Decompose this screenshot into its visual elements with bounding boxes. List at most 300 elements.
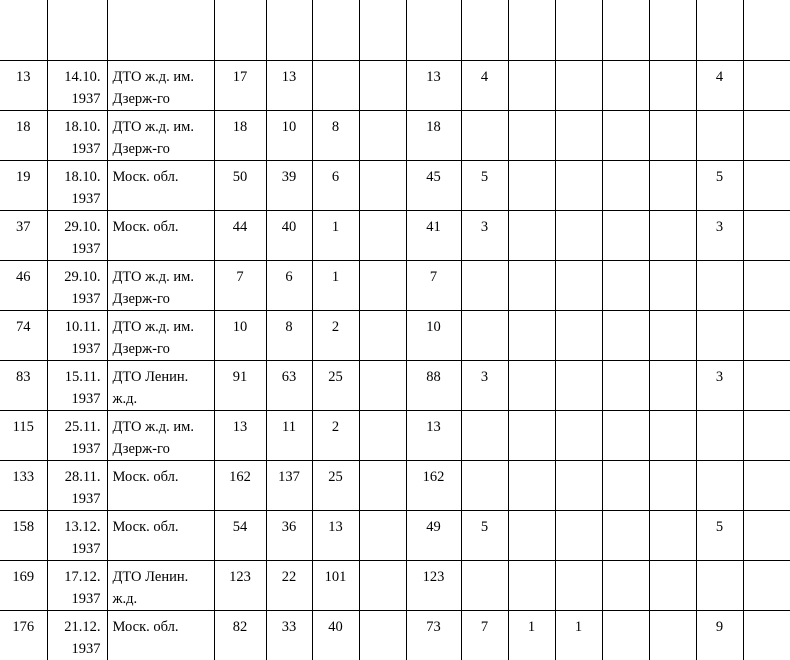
cell-date-line: 10.11. — [48, 316, 101, 338]
cell-col8 — [406, 161, 461, 211]
cell-col5 — [266, 511, 312, 561]
cell-col6-value: 6 — [332, 169, 339, 185]
cell-col6 — [312, 511, 359, 561]
cell-col7 — [359, 111, 406, 161]
cell-col13 — [649, 161, 696, 211]
cell-number — [0, 211, 47, 261]
cell-col14-value: 5 — [716, 169, 723, 185]
cell-number-value: 13 — [16, 69, 31, 85]
cell-col5-value: 36 — [282, 519, 297, 535]
cell-number-value: 115 — [13, 419, 34, 435]
cell-col14 — [696, 311, 743, 361]
cell-col10 — [508, 261, 555, 311]
cell-col6 — [312, 161, 359, 211]
cell-date — [47, 261, 107, 311]
cell-col5-value: 8 — [285, 319, 292, 335]
cell-col4 — [214, 311, 266, 361]
cell-col9-value: 3 — [481, 369, 488, 385]
cell-organization — [107, 261, 214, 311]
cell-number-value: 74 — [16, 319, 31, 335]
table-row — [0, 411, 790, 461]
cell-number — [0, 611, 47, 660]
cell-col15 — [743, 411, 790, 461]
cell-col5 — [266, 211, 312, 261]
cell-col14 — [696, 161, 743, 211]
cell-col4 — [214, 111, 266, 161]
cell-organization-line: Моск. обл. — [113, 516, 214, 538]
cell-col5 — [266, 361, 312, 411]
cell-organization — [107, 111, 214, 161]
cell-col6 — [312, 61, 359, 111]
cell-organization-line: ж.д. — [113, 388, 214, 410]
header-cell — [508, 0, 555, 61]
header-cell — [214, 0, 266, 61]
table-row — [0, 261, 790, 311]
cell-col9 — [461, 61, 508, 111]
cell-col15 — [743, 511, 790, 561]
cell-col8-value: 41 — [426, 219, 441, 235]
cell-organization — [107, 161, 214, 211]
cell-col14 — [696, 61, 743, 111]
cell-col14 — [696, 511, 743, 561]
cell-date-line: 1937 — [48, 288, 101, 310]
cell-organization — [107, 211, 214, 261]
cell-col14 — [696, 461, 743, 511]
cell-col14 — [696, 611, 743, 660]
cell-col9 — [461, 511, 508, 561]
cell-date-line: 1937 — [48, 588, 101, 610]
cell-col13 — [649, 261, 696, 311]
cell-col4 — [214, 461, 266, 511]
cell-organization-line: Дзерж-го — [113, 338, 214, 360]
cell-col14 — [696, 411, 743, 461]
cell-col8 — [406, 311, 461, 361]
cell-date — [47, 411, 107, 461]
cell-col11 — [555, 161, 602, 211]
cell-organization-line: ДТО Ленин. — [113, 566, 214, 588]
cell-organization-line: Моск. обл. — [113, 216, 214, 238]
cell-col10 — [508, 461, 555, 511]
cell-number-value: 18 — [16, 119, 31, 135]
cell-col15 — [743, 461, 790, 511]
cell-col5 — [266, 461, 312, 511]
cell-number-value: 37 — [16, 219, 31, 235]
cell-col7 — [359, 361, 406, 411]
cell-col6 — [312, 561, 359, 611]
cell-col12 — [602, 211, 649, 261]
cell-col10-value: 1 — [528, 619, 535, 635]
table-header-row — [0, 0, 790, 61]
cell-date-line: 21.12. — [48, 616, 101, 638]
cell-col10 — [508, 211, 555, 261]
cell-col6 — [312, 361, 359, 411]
cell-col14-value: 5 — [716, 519, 723, 535]
cell-col11 — [555, 611, 602, 660]
cell-col9 — [461, 411, 508, 461]
cell-col10 — [508, 161, 555, 211]
cell-organization-line: Дзерж-го — [113, 88, 214, 110]
cell-col5 — [266, 311, 312, 361]
cell-col6-value: 2 — [332, 419, 339, 435]
cell-organization-line: Дзерж-го — [113, 288, 214, 310]
cell-col8-value: 162 — [423, 469, 445, 485]
cell-date-line: 29.10. — [48, 216, 101, 238]
cell-col4 — [214, 161, 266, 211]
cell-col6-value: 101 — [325, 569, 347, 585]
cell-organization — [107, 61, 214, 111]
cell-col6-value: 1 — [332, 269, 339, 285]
table-row — [0, 211, 790, 261]
cell-col8-value: 123 — [423, 569, 445, 585]
cell-date — [47, 461, 107, 511]
cell-col15 — [743, 311, 790, 361]
cell-col8-value: 73 — [426, 619, 441, 635]
cell-organization-line: ДТО Ленин. — [113, 366, 214, 388]
table-row — [0, 511, 790, 561]
cell-col6-value: 40 — [328, 619, 343, 635]
cell-col5 — [266, 411, 312, 461]
cell-col4-value: 10 — [233, 319, 248, 335]
cell-col7 — [359, 61, 406, 111]
cell-col8 — [406, 461, 461, 511]
cell-col4 — [214, 361, 266, 411]
cell-col13 — [649, 461, 696, 511]
cell-col13 — [649, 61, 696, 111]
cell-date-line: 14.10. — [48, 66, 101, 88]
cell-date-line: 1937 — [48, 338, 101, 360]
header-cell — [359, 0, 406, 61]
cell-col11 — [555, 261, 602, 311]
cell-organization-line: ДТО ж.д. им. — [113, 116, 214, 138]
cell-col13 — [649, 211, 696, 261]
cell-col5 — [266, 161, 312, 211]
cell-col4-value: 7 — [236, 269, 243, 285]
cell-col4-value: 18 — [233, 119, 248, 135]
cell-col6-value: 13 — [328, 519, 343, 535]
cell-date-line: 1937 — [48, 238, 101, 260]
header-cell — [649, 0, 696, 61]
cell-col12 — [602, 361, 649, 411]
cell-date-line: 18.10. — [48, 116, 101, 138]
cell-date-line: 1937 — [48, 638, 101, 660]
cell-col14-value: 3 — [716, 219, 723, 235]
cell-date-line: 13.12. — [48, 516, 101, 538]
cell-date-line: 1937 — [48, 188, 101, 210]
table-row — [0, 111, 790, 161]
cell-col15 — [743, 261, 790, 311]
cell-col11 — [555, 211, 602, 261]
cell-col9-value: 4 — [481, 69, 488, 85]
cell-col11 — [555, 461, 602, 511]
header-cell — [312, 0, 359, 61]
cell-col10 — [508, 611, 555, 660]
cell-number — [0, 361, 47, 411]
cell-col6 — [312, 111, 359, 161]
header-cell — [406, 0, 461, 61]
cell-date-line: 1937 — [48, 438, 101, 460]
cell-date — [47, 361, 107, 411]
cell-date-line: 18.10. — [48, 166, 101, 188]
cell-col6 — [312, 461, 359, 511]
cell-col15 — [743, 611, 790, 660]
cell-col9 — [461, 561, 508, 611]
cell-col8 — [406, 211, 461, 261]
cell-organization — [107, 461, 214, 511]
header-cell — [602, 0, 649, 61]
cell-col5-value: 63 — [282, 369, 297, 385]
cell-col15 — [743, 561, 790, 611]
cell-organization-line: ДТО ж.д. им. — [113, 416, 214, 438]
cell-date-line: 15.11. — [48, 366, 101, 388]
cell-col8 — [406, 61, 461, 111]
cell-col6-value: 1 — [332, 219, 339, 235]
cell-col9-value: 3 — [481, 219, 488, 235]
cell-number — [0, 61, 47, 111]
header-cell — [696, 0, 743, 61]
cell-col9 — [461, 261, 508, 311]
cell-col5-value: 137 — [278, 469, 300, 485]
cell-col5-value: 40 — [282, 219, 297, 235]
cell-col8-value: 13 — [426, 419, 441, 435]
header-cell — [266, 0, 312, 61]
cell-col11 — [555, 111, 602, 161]
cell-col11 — [555, 311, 602, 361]
cell-number-value: 176 — [12, 619, 34, 635]
cell-col9-value: 5 — [481, 519, 488, 535]
cell-col4-value: 91 — [233, 369, 248, 385]
cell-organization-line: ж.д. — [113, 588, 214, 610]
cell-col6-value: 25 — [328, 369, 343, 385]
cell-number-value: 169 — [12, 569, 34, 585]
cell-col10 — [508, 511, 555, 561]
table-row — [0, 311, 790, 361]
header-cell — [107, 0, 214, 61]
cell-col15 — [743, 361, 790, 411]
cell-col5-value: 6 — [285, 269, 292, 285]
cell-col7 — [359, 611, 406, 660]
cell-col8 — [406, 111, 461, 161]
cell-col10 — [508, 561, 555, 611]
cell-col11 — [555, 361, 602, 411]
cell-col14 — [696, 261, 743, 311]
cell-col6-value: 8 — [332, 119, 339, 135]
cell-col6 — [312, 261, 359, 311]
cell-col8-value: 49 — [426, 519, 441, 535]
cell-col6 — [312, 211, 359, 261]
cell-col4 — [214, 511, 266, 561]
cell-date — [47, 611, 107, 660]
cell-col5-value: 11 — [282, 419, 296, 435]
header-cell — [555, 0, 602, 61]
cell-col8-value: 18 — [426, 119, 441, 135]
cell-col14-value: 9 — [716, 619, 723, 635]
cell-col5-value: 22 — [282, 569, 297, 585]
cell-col14 — [696, 561, 743, 611]
cell-col4-value: 82 — [233, 619, 248, 635]
cell-col14 — [696, 361, 743, 411]
cell-col8 — [406, 361, 461, 411]
cell-col9 — [461, 211, 508, 261]
cell-col9-value: 7 — [481, 619, 488, 635]
cell-col12 — [602, 311, 649, 361]
cell-number-value: 19 — [16, 169, 31, 185]
cell-col6 — [312, 411, 359, 461]
cell-organization — [107, 611, 214, 660]
cell-number — [0, 311, 47, 361]
cell-col14-value: 3 — [716, 369, 723, 385]
cell-col12 — [602, 261, 649, 311]
cell-number — [0, 111, 47, 161]
cell-date — [47, 511, 107, 561]
cell-date-line: 17.12. — [48, 566, 101, 588]
cell-col4-value: 162 — [229, 469, 251, 485]
cell-col12 — [602, 61, 649, 111]
cell-date-line: 1937 — [48, 138, 101, 160]
cell-col7 — [359, 211, 406, 261]
cell-date-line: 1937 — [48, 388, 101, 410]
cell-col4-value: 44 — [233, 219, 248, 235]
cell-date-line: 1937 — [48, 488, 101, 510]
cell-col8-value: 7 — [430, 269, 437, 285]
cell-col11 — [555, 561, 602, 611]
cell-organization — [107, 311, 214, 361]
cell-col9 — [461, 461, 508, 511]
cell-date — [47, 211, 107, 261]
cell-col7 — [359, 261, 406, 311]
cell-col12 — [602, 611, 649, 660]
cell-col13 — [649, 311, 696, 361]
cell-col8 — [406, 561, 461, 611]
cell-col8-value: 88 — [426, 369, 441, 385]
header-cell — [743, 0, 790, 61]
cell-organization-line: ДТО ж.д. им. — [113, 266, 214, 288]
cell-col9 — [461, 311, 508, 361]
header-cell — [461, 0, 508, 61]
table-row — [0, 561, 790, 611]
cell-col10 — [508, 311, 555, 361]
header-cell — [0, 0, 47, 61]
cell-col15 — [743, 211, 790, 261]
cell-col8-value: 10 — [426, 319, 441, 335]
cell-col9 — [461, 111, 508, 161]
cell-number — [0, 511, 47, 561]
cell-col10 — [508, 411, 555, 461]
cell-col8 — [406, 411, 461, 461]
cell-col4 — [214, 211, 266, 261]
cell-organization-line: Моск. обл. — [113, 166, 214, 188]
cell-date — [47, 311, 107, 361]
cell-date — [47, 561, 107, 611]
cell-col10 — [508, 361, 555, 411]
cell-col4-value: 13 — [233, 419, 248, 435]
table-row — [0, 611, 790, 660]
cell-col5 — [266, 111, 312, 161]
cell-col8 — [406, 611, 461, 660]
cell-col9 — [461, 361, 508, 411]
cell-col7 — [359, 411, 406, 461]
cell-col5-value: 10 — [282, 119, 297, 135]
table-row — [0, 161, 790, 211]
cell-number — [0, 561, 47, 611]
cell-col12 — [602, 461, 649, 511]
cell-col4 — [214, 561, 266, 611]
cell-number — [0, 411, 47, 461]
cell-col11-value: 1 — [575, 619, 582, 635]
cell-col13 — [649, 411, 696, 461]
cell-col11 — [555, 511, 602, 561]
cell-number — [0, 461, 47, 511]
cell-organization-line: ДТО ж.д. им. — [113, 66, 214, 88]
cell-number-value: 158 — [12, 519, 34, 535]
cell-date-line: 1937 — [48, 538, 101, 560]
cell-number-value: 83 — [16, 369, 31, 385]
cell-date-line: 28.11. — [48, 466, 101, 488]
cell-organization-line: Дзерж-го — [113, 138, 214, 160]
cell-col14 — [696, 111, 743, 161]
cell-date — [47, 161, 107, 211]
table-row — [0, 61, 790, 111]
cell-col7 — [359, 461, 406, 511]
cell-col7 — [359, 561, 406, 611]
table-row — [0, 461, 790, 511]
cell-col15 — [743, 111, 790, 161]
cell-col9 — [461, 611, 508, 660]
cell-col6 — [312, 311, 359, 361]
cell-organization-line: Дзерж-го — [113, 438, 214, 460]
header-cell — [47, 0, 107, 61]
cell-col8 — [406, 261, 461, 311]
cell-col15 — [743, 61, 790, 111]
cell-col14 — [696, 211, 743, 261]
cell-col8-value: 45 — [426, 169, 441, 185]
cell-col10 — [508, 111, 555, 161]
cell-col5-value: 33 — [282, 619, 297, 635]
cell-col4 — [214, 411, 266, 461]
cell-number-value: 133 — [12, 469, 34, 485]
cell-col15 — [743, 161, 790, 211]
cell-col6-value: 25 — [328, 469, 343, 485]
cell-col13 — [649, 611, 696, 660]
cell-col8 — [406, 511, 461, 561]
cell-col4 — [214, 611, 266, 660]
cell-col11 — [555, 411, 602, 461]
cell-col13 — [649, 511, 696, 561]
cell-col5 — [266, 261, 312, 311]
cell-date-line: 29.10. — [48, 266, 101, 288]
cell-col12 — [602, 561, 649, 611]
cell-date-line: 1937 — [48, 88, 101, 110]
cell-date-line: 25.11. — [48, 416, 101, 438]
cell-organization — [107, 561, 214, 611]
cell-col7 — [359, 311, 406, 361]
cell-col6 — [312, 611, 359, 660]
cell-col5 — [266, 611, 312, 660]
cell-date — [47, 61, 107, 111]
cell-col12 — [602, 111, 649, 161]
cell-organization — [107, 361, 214, 411]
cell-col12 — [602, 161, 649, 211]
table-row — [0, 361, 790, 411]
cell-col14-value: 4 — [716, 69, 723, 85]
cell-number — [0, 261, 47, 311]
cell-date — [47, 111, 107, 161]
cell-col12 — [602, 511, 649, 561]
cell-col11 — [555, 61, 602, 111]
cell-col6-value: 2 — [332, 319, 339, 335]
cell-col13 — [649, 111, 696, 161]
cell-col4-value: 50 — [233, 169, 248, 185]
cell-col12 — [602, 411, 649, 461]
